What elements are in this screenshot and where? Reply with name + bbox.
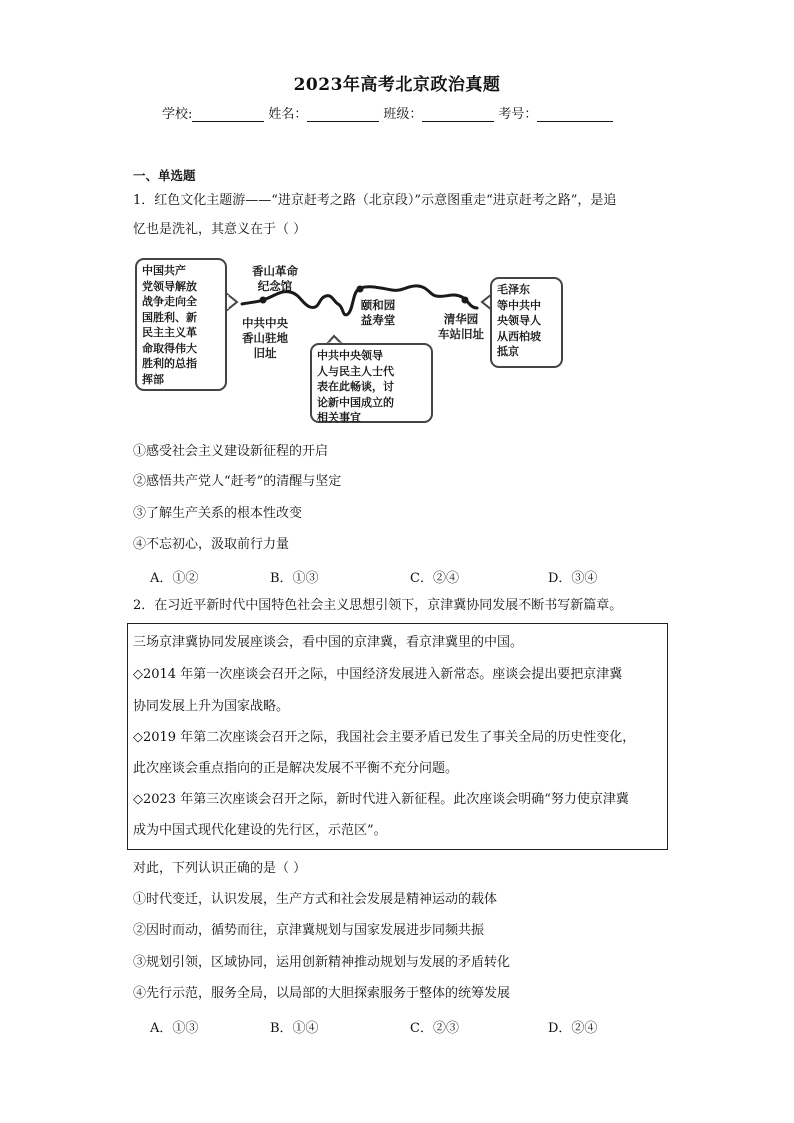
q1-option-4: ④不忘初心，汲取前行力量 (133, 537, 290, 552)
q2-option-2: ②因时而动，循势而往，京津冀规划与国家发展进步同频共振 (133, 923, 485, 938)
q2-box-line-3: 协同发展上升为国家战略。 (133, 699, 290, 714)
section-heading: 一、单选题 (133, 168, 196, 183)
q1-stem-line2: 忆也是洗礼，其意义在于（ ） (133, 222, 307, 237)
exam-no-label: 考号： (498, 107, 538, 122)
class-field[interactable] (422, 107, 494, 122)
page-title: 2023年高考北京政治真题 (293, 75, 501, 95)
name-field[interactable] (307, 107, 379, 122)
school-label: 学校: (162, 107, 193, 122)
q1-choice-c[interactable]: C．②④ (410, 571, 459, 586)
q2-option-1: ①时代变迁，认识发展，生产方式和社会发展是精神运动的载体 (133, 892, 498, 907)
q2-option-3: ③规划引领，区域协同，运用创新精神推动规划与发展的矛盾转化 (133, 955, 511, 970)
q1-option-3: ③了解生产关系的根本性改变 (133, 506, 303, 521)
site-qinghuayuan: 清华园 车站旧址 (438, 312, 484, 341)
q2-box-line-6: ◇2023 年第三次座谈会召开之际，新时代进入新征程。此次座谈会明确“努力使京津冀 (133, 792, 629, 807)
q2-choice-b[interactable]: B．①④ (270, 1021, 319, 1036)
q2-box-line-2: ◇2014 年第一次座谈会召开之际，中国经济发展进入新常态。座谈会提出要把京津冀 (133, 667, 623, 682)
q2-box-line-5: 此次座谈会重点指向的正是解决发展不平衡不充分问题。 (133, 761, 459, 776)
q2-stem: 2．在习近平新时代中国特色社会主义思想引领下，京津冀协同发展不断书写新篇章。 (133, 598, 623, 613)
bubble-middle: 中共中央领导 人与民主人士代 表在此畅谈，讨 论新中国成立的 相关事宜 (310, 343, 433, 423)
site-xiangshan-memorial: 香山革命 纪念馆 (252, 264, 298, 293)
stop-dot-qinghuayuan (462, 297, 469, 304)
q1-choice-d[interactable]: D．③④ (548, 571, 598, 586)
school-field[interactable] (192, 107, 264, 122)
site-yiheyuan: 颐和园 益寿堂 (360, 298, 396, 327)
bubble-right: 毛泽东 等中共中 央领导人 从西柏坡 抵京 (490, 277, 563, 368)
stop-dot-xiangshan (260, 297, 267, 304)
route-map (130, 252, 510, 427)
student-info-line (162, 103, 617, 122)
q2-option-4: ④先行示范，服务全局，以局部的大胆探索服务于整体的统筹发展 (133, 986, 511, 1001)
site-xiangshan-residence: 中共中央 香山驻地 旧址 (242, 316, 288, 360)
q1-stem-line1: 1．红色文化主题游——“进京赶考之路（北京段）”示意图重走“进京赶考之路”，是追 (133, 193, 617, 208)
q2-choice-a[interactable]: A．①③ (150, 1021, 199, 1036)
bubble-left: 中国共产 党领导解放 战争走向全 国胜利、新 民主主义革 命取得伟大 胜利的总指 挥部 (135, 258, 227, 391)
q2-box-line-1: 三场京津冀协同发展座谈会，看中国的京津冀，看京津冀里的中国。 (133, 635, 524, 650)
name-label: 姓名： (268, 107, 308, 122)
stop-dot-yiheyuan (357, 286, 364, 293)
q2-box-line-4: ◇2019 年第二次座谈会召开之际，我国社会主要矛盾已发生了事关全局的历史性变化， (133, 730, 636, 745)
q2-box-line-7: 成为中国式现代化建设的先行区，示范区”。 (133, 823, 387, 838)
q2-choice-c[interactable]: C．②③ (410, 1021, 459, 1036)
q1-option-2: ②感悟共产党人“赶考”的清醒与坚定 (133, 474, 342, 489)
q1-choice-b[interactable]: B．①③ (270, 571, 319, 586)
exam-no-field[interactable] (537, 107, 613, 122)
q1-choice-a[interactable]: A．①② (150, 571, 199, 586)
q2-prompt: 对此，下列认识正确的是（ ） (133, 861, 307, 876)
q2-choice-d[interactable]: D．②④ (548, 1021, 598, 1036)
q1-option-1: ①感受社会主义建设新征程的开启 (133, 444, 329, 459)
class-label: 班级： (383, 107, 423, 122)
